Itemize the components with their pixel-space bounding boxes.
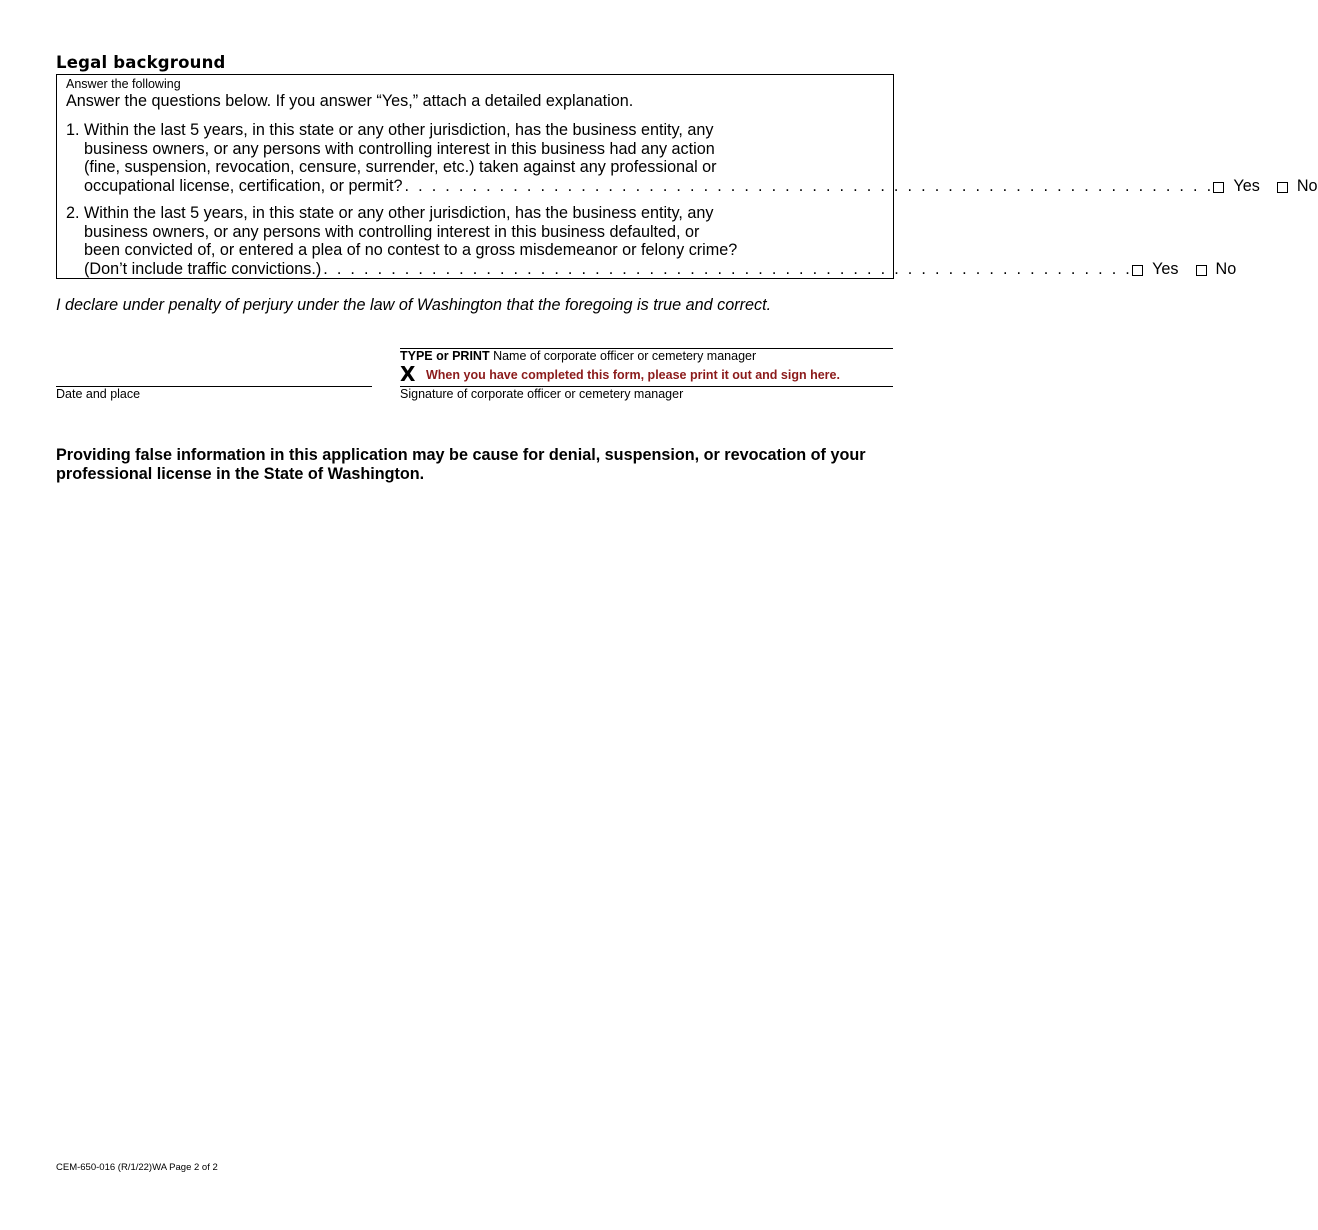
no-label: No bbox=[1215, 259, 1237, 278]
signature-x-mark: X bbox=[400, 362, 416, 386]
question-line: been convicted of, or entered a plea of no contest to a gross misdemeanor or felony crime? bbox=[84, 241, 738, 260]
question-1 bbox=[66, 121, 1318, 195]
legal-background-box bbox=[56, 74, 1318, 279]
question-2-yes-checkbox[interactable] bbox=[1132, 265, 1143, 276]
question-1-no-checkbox[interactable] bbox=[1277, 182, 1288, 193]
question-line: Within the last 5 years, in this state or any other jurisdiction, has the business entity, any bbox=[84, 204, 714, 222]
box-label: Answer the following bbox=[66, 77, 181, 91]
box-intro: Answer the questions below. If you answer “Yes,” attach a detailed explanation. bbox=[66, 92, 634, 110]
dot-leader: . . . . . . . . . . . . . . . . . . . . . . . . . . . . . . . . . . . . . . . . . . . . . . . . . . . . . . . . . . . . bbox=[323, 259, 1133, 278]
yes-label: Yes bbox=[1152, 259, 1179, 278]
dot-leader: . . . . . . . . . . . . . . . . . . . . . . . . . . . . . . . . . . . . . . . . . . . . . . . . . . . . . . . . . . . . bbox=[404, 176, 1214, 195]
question-line: business owners, or any persons with controlling interest in this business defaulted, or bbox=[84, 222, 700, 241]
question-number: 2. bbox=[66, 204, 80, 222]
question-2 bbox=[66, 204, 1237, 278]
date-and-place-label: Date and place bbox=[56, 387, 141, 401]
sign-instruction: When you have completed this form, please print it out and sign here. bbox=[426, 368, 840, 382]
question-line: (fine, suspension, revocation, censure, surrender, etc.) taken against any professional or bbox=[84, 158, 717, 177]
question-line: (Don’t include traffic convictions.) bbox=[84, 259, 322, 278]
question-line: Within the last 5 years, in this state or any other jurisdiction, has the business entity, any bbox=[84, 121, 714, 139]
signature-label: Signature of corporate officer or cemetery manager bbox=[400, 387, 684, 401]
perjury-declaration: I declare under penalty of perjury under the law of Washington that the foregoing is true and correct. bbox=[56, 296, 772, 314]
section-title: Legal background bbox=[56, 53, 226, 72]
false-information-warning: Providing false information in this application may be cause for denial, suspension, or revocation of your professional license in the State of Washington. bbox=[56, 446, 866, 483]
no-label: No bbox=[1296, 176, 1318, 195]
question-2-no-checkbox[interactable] bbox=[1196, 265, 1207, 276]
question-1-yes-checkbox[interactable] bbox=[1213, 182, 1224, 193]
form-footer: CEM-650-016 (R/1/22)WA Page 2 of 2 bbox=[56, 1162, 218, 1173]
question-number: 1. bbox=[66, 121, 80, 139]
yes-label: Yes bbox=[1233, 176, 1260, 195]
question-line: occupational license, certification, or permit? bbox=[84, 176, 403, 195]
question-line: business owners, or any persons with controlling interest in this business had any action bbox=[84, 139, 715, 158]
printed-name-label: TYPE or PRINT Name of corporate officer or cemetery manager bbox=[400, 349, 757, 363]
